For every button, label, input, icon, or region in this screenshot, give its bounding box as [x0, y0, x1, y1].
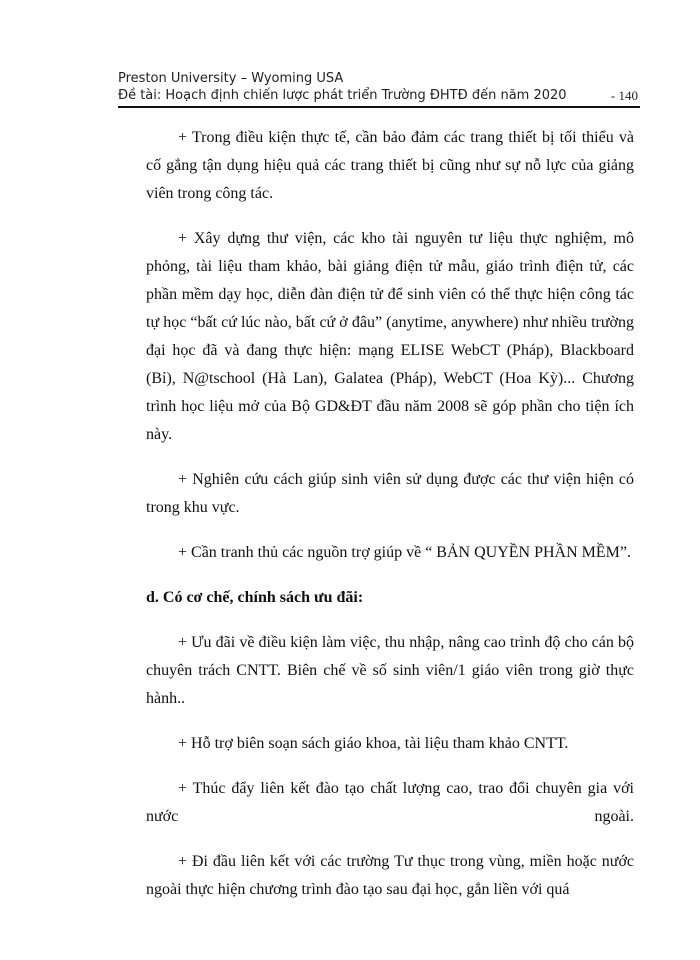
page-number: - 140: [610, 88, 638, 103]
paragraph-working-conditions: + Ưu đãi về điều kiện làm việc, thu nhập, nâng cao trình độ cho cán bộ chuyên trách CNTT. Biên chế về số sinh viên/1 giáo viên trong giờ thực hành..: [146, 634, 634, 707]
paragraph-equipment: + Trong điều kiện thực tế, cần bảo đảm các trang thiết bị tối thiểu và cố gắng tận dụng hiệu quả các trang thiết bị cũng như sự nỗ lực của giảng viên trong công tác.: [146, 129, 634, 202]
section-heading-incentives: d. Có cơ chế, chính sách ưu đãi:: [146, 589, 364, 606]
header-institution: Preston University – Wyoming USA: [118, 71, 344, 86]
paragraph-software-copyright: + Cần tranh thủ các nguồn trợ giúp về “ BẢN QUYỀN PHẦN MỀM”.: [178, 544, 631, 561]
paragraph-textbook-support: + Hỗ trợ biên soạn sách giáo khoa, tài liệu tham khảo CNTT.: [178, 735, 569, 752]
header-rule: [118, 106, 640, 108]
page-header: [118, 70, 638, 104]
page-body: [146, 124, 634, 921]
paragraph-private-school-partnership: + Đi đầu liên kết với các trường Tư thục trong vùng, miền hoặc nước ngoài thực hiện chương trình đào tạo sau đại học, gắn liền với quá: [146, 853, 634, 898]
paragraph-international-cooperation: + Thúc đẩy liên kết đào tạo chất lượng cao, trao đổi chuyên gia với nước ngoài.: [146, 780, 634, 825]
paragraph-research-library-use: + Nghiên cứu cách giúp sinh viên sử dụng được các thư viện hiện có trong khu vực.: [146, 471, 634, 516]
paragraph-library: + Xây dựng thư viện, các kho tài nguyên tư liệu thực nghiệm, mô phỏng, tài liệu tham khảo, bài giảng điện tử mẫu, giáo trình điện tử, các phần mềm dạy học, diễn đàn điện tử để sinh viên có thể thực hiện công tác tự học “bất cứ lúc nào, bất cứ ở đâu” (anytime, anywhere) như nhiều trường đại học đã và đang thực hiện: mạng ELISE WebCT (Pháp), Blackboard (Bỉ), N@tschool (Hà Lan), Galatea (Pháp), WebCT (Hoa Kỳ)... Chương trình học liệu mở của Bộ GD&ĐT đầu năm 2008 sẽ góp phần cho tiện ích này.: [146, 230, 634, 443]
header-thesis-title: Đề tài: Hoạch định chiến lược phát triển Trường ĐHTĐ đến năm 2020: [118, 88, 567, 103]
